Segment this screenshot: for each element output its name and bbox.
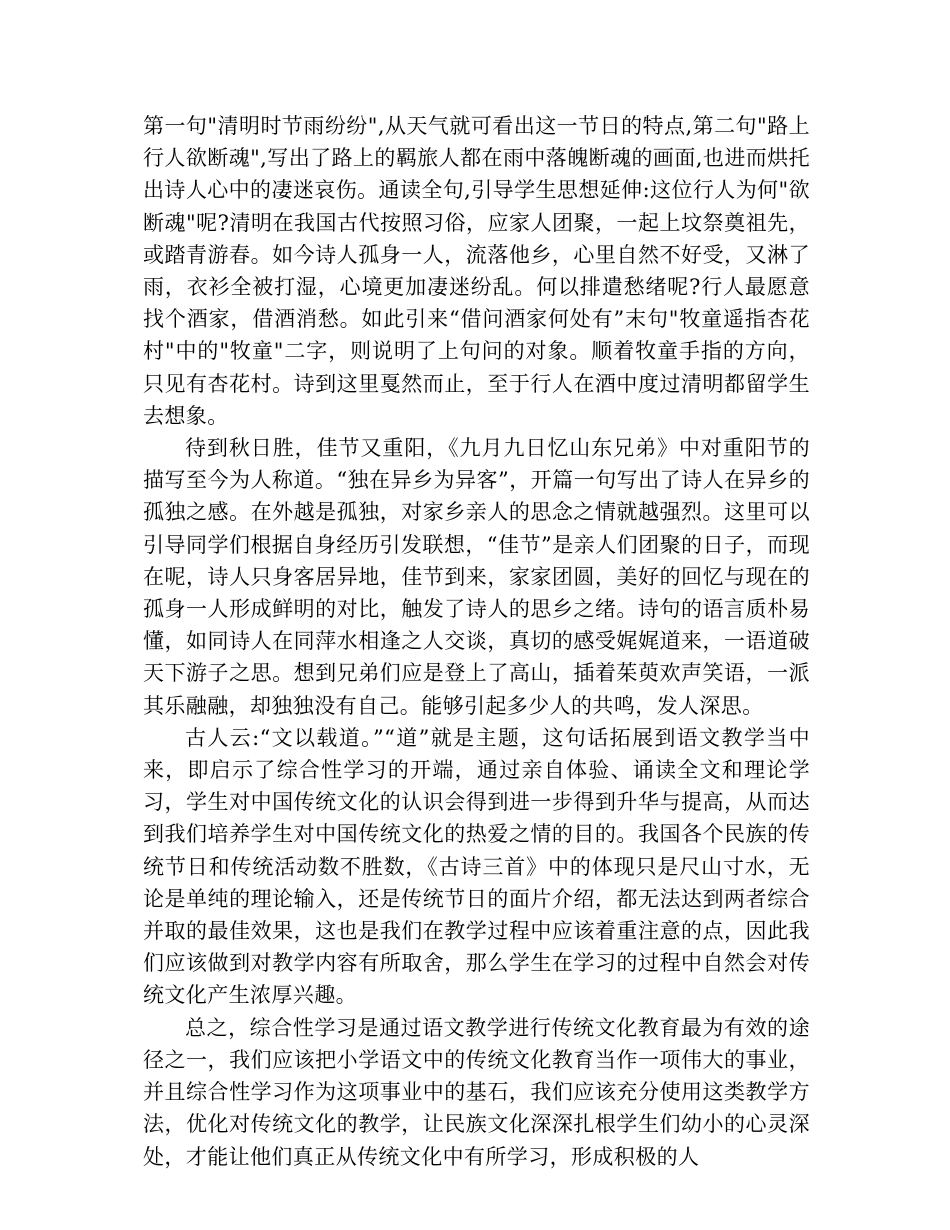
paragraph-conclusion: 总之，综合性学习是通过语文教学进行传统文化教育最为有效的途径之一，我们应该把小学语文中的传统文化教育当作一项伟大的事业，并且综合性学习作为这项事业中的基石，我们应该充分使用这类教学方法，优化对传统文化的教学，让民族文化深深扎根学生们幼小的心灵深处，才能让他们真正从传统文化中有所学习，形成积极的人 (143, 1015, 810, 1169)
paragraph-chongyang: 待到秋日胜，佳节又重阳，《九月九日忆山东兄弟》中对重阳节的描写至今为人称道。“独在异乡为异客”，开篇一句写出了诗人在异乡的孤独之感。在外越是孤独，对家乡亲人的思念之情就越强烈。这里可以引导同学们根据自身经历引发联想，“佳节”是亲人们团聚的日子，而现在呢，诗人只身客居异地，佳节到来，家家团圆，美好的回忆与现在的孤身一人形成鲜明的对比，触发了诗人的思乡之绪。诗句的语言质朴易懂，如同诗人在同萍水相逢之人交谈，真切的感受娓娓道来，一语道破天下游子之思。想到兄弟们应是登上了高山，插着茱萸欢声笑语，一派其乐融融，却独独没有自己。能够引起多少人的共鸣，发人深思。 (143, 436, 810, 718)
paragraph-qingming: 第一句"清明时节雨纷纷",从天气就可看出这一节日的特点,第二句"路上行人欲断魂",写出了路上的羁旅人都在雨中落魄断魂的画面,也进而烘托出诗人心中的凄迷哀伤。通读全句,引导学生思想延伸:这位行人为何"欲断魂"呢?清明在我国古代按照习俗，应家人团聚，一起上坟祭奠祖先，或踏青游春。如今诗人孤身一人，流落他乡，心里自然不好受，又淋了雨，衣衫全被打湿，心境更加凄迷纷乱。何以排遣愁绪呢?行人最愿意找个酒家，借酒消愁。如此引来“借问酒家何处有”末句"牧童遥指杏花村"中的"牧童"二字，则说明了上句问的对象。顺着牧童手指的方向，只见有杏花村。诗到这里戛然而止，至于行人在酒中度过清明都留学生去想象。 (143, 114, 810, 428)
document-page (143, 110, 810, 1173)
paragraph-wenyizaidao: 古人云:“文以载道。”“道”就是主题，这句话拓展到语文教学当中来，即启示了综合性学习的开端，通过亲自体验、诵读全文和理论学习，学生对中国传统文化的认识会得到进一步得到升华与提高，从而达到我们培养学生对中国传统文化的热爱之情的目的。我国各个民族的传统节日和传统活动数不胜数，《古诗三首》中的体现只是尺山寸水，无论是单纯的理论输入，还是传统节日的面片介绍，都无法达到两者综合并取的最佳效果，这也是我们在教学过程中应该着重注意的点，因此我们应该做到对教学内容有所取舍，那么学生在学习的过程中自然会对传统文化产生浓厚兴趣。 (143, 725, 810, 1008)
